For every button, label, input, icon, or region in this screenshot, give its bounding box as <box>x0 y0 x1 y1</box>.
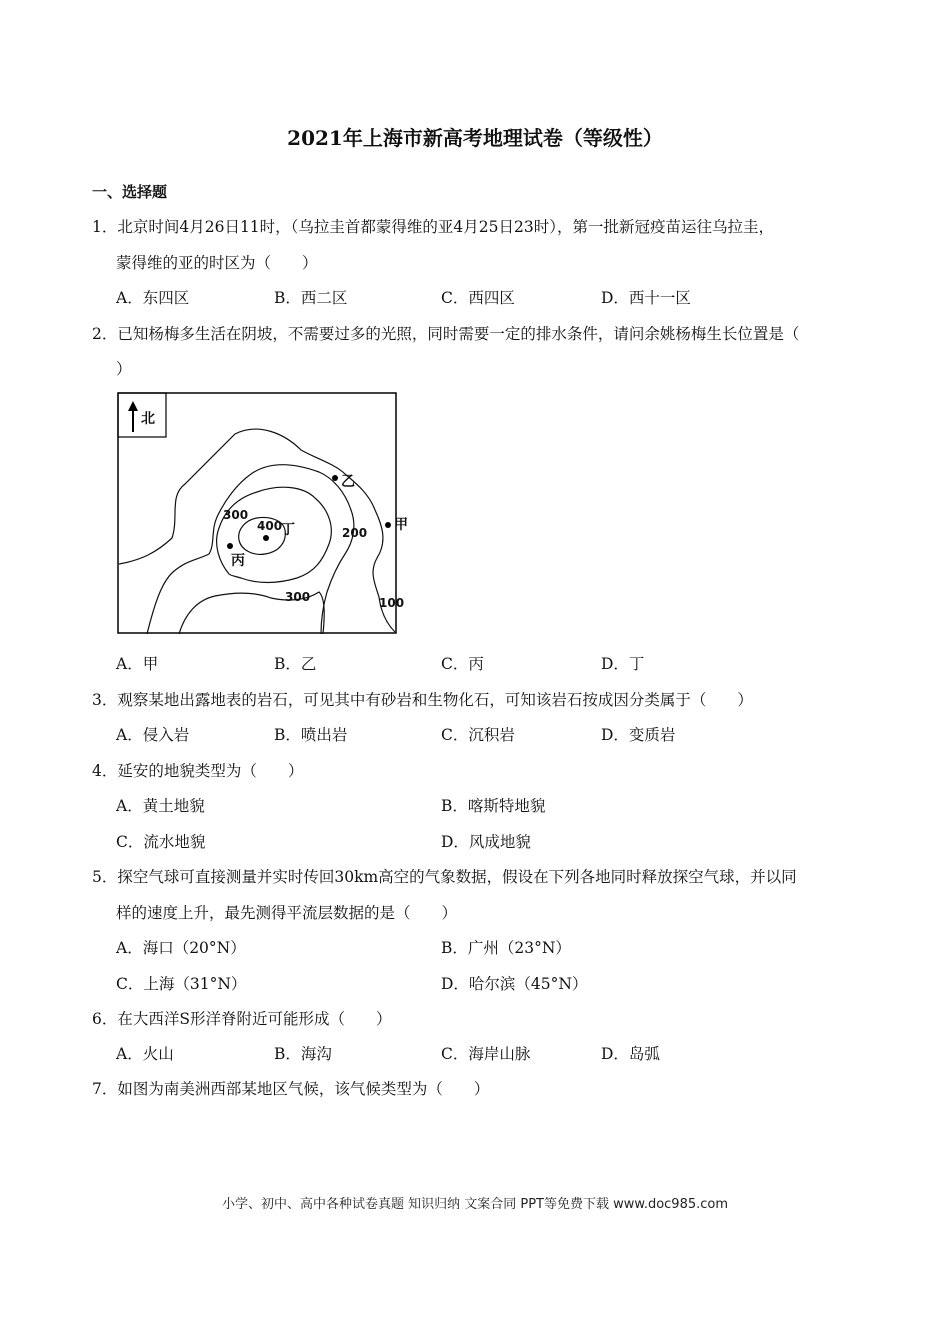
question-5-text-cont: 样的速度上升，最先测得平流层数据的是（ ） <box>116 904 458 922</box>
point-label-ding: 丁 <box>281 522 295 538</box>
north-arrow-icon <box>128 401 138 432</box>
question-6-text: 6．在大西洋S形洋脊附近可能形成（ ） <box>92 1010 392 1028</box>
q6-option-c: C．海岸山脉 <box>441 1045 531 1063</box>
q4-option-d: D．风成地貌 <box>441 833 531 851</box>
q1-option-a: A．东四区 <box>116 289 190 307</box>
question-1-text: 1．北京时间4月26日11时，（乌拉圭首都蒙得维的亚4月25日23时），第一批新冠疫苗运往乌拉圭， <box>92 218 774 236</box>
q3-option-d: D．变质岩 <box>601 726 676 744</box>
contour-map <box>117 392 408 634</box>
section-heading: 一、选择题 <box>92 183 168 201</box>
point-label-yi: 乙 <box>341 474 355 490</box>
question-3-text: 3．观察某地出露地表的岩石，可见其中有砂岩和生物化石，可知该岩石按成因分类属于（ ） <box>92 691 753 709</box>
question-5-text: 5．探空气球可直接测量并实时传回30km高空的气象数据，假设在下列各地同时释放探空气球，并以同 <box>92 868 797 886</box>
q5-option-d: D．哈尔滨（45°N） <box>441 975 588 993</box>
q2-option-d: D．丁 <box>601 655 645 673</box>
q2-option-a: A．甲 <box>116 655 159 673</box>
question-2-text: 2．已知杨梅多生活在阴坡，不需要过多的光照，同时需要一定的排水条件，请问余姚杨梅生长位置是（ <box>92 325 800 343</box>
q4-option-c: C．流水地貌 <box>116 833 206 851</box>
q4-option-b: B．喀斯特地貌 <box>441 797 546 815</box>
point-label-bing: 丙 <box>231 553 245 569</box>
question-4-text: 4．延安的地貌类型为（ ） <box>92 762 304 780</box>
q6-option-b: B．海沟 <box>274 1045 332 1063</box>
contour-label-200: 200 <box>342 526 368 540</box>
q2-option-b: B．乙 <box>274 655 317 673</box>
point-jia <box>385 522 391 528</box>
q4-option-a: A．黄土地貌 <box>116 797 205 815</box>
q5-option-b: B．广州（23°N） <box>441 939 571 957</box>
q3-option-a: A．侵入岩 <box>116 726 190 744</box>
q1-option-d: D．西十一区 <box>601 289 691 307</box>
q2-option-c: C．丙 <box>441 655 484 673</box>
q5-option-c: C．上海（31°N） <box>116 975 247 993</box>
point-label-jia: 甲 <box>394 517 408 533</box>
contour-label-100: 100 <box>379 596 405 610</box>
point-yi <box>332 475 338 481</box>
question-2-text-cont: ） <box>116 360 132 378</box>
question-1-text-cont: 蒙得维的亚的时区为（ ） <box>116 254 318 272</box>
point-ding <box>263 535 269 541</box>
q5-option-a: A．海口（20°N） <box>116 939 246 957</box>
contour-label-400: 400 <box>257 519 283 533</box>
q1-option-b: B．西二区 <box>274 289 348 307</box>
q3-option-b: B．喷出岩 <box>274 726 348 744</box>
q6-option-a: A．火山 <box>116 1045 174 1063</box>
point-bing <box>227 543 233 549</box>
q1-option-c: C．西四区 <box>441 289 515 307</box>
question-7-text: 7．如图为南美洲西部某地区气候，该气候类型为（ ） <box>92 1080 490 1098</box>
footer-text: 小学、初中、高中各种试卷真题 知识归纳 文案合同 PPT等免费下载 www.doc985.com <box>221 1197 729 1212</box>
north-label: 北 <box>141 411 155 427</box>
contour-label-300-lower: 300 <box>285 590 311 604</box>
q6-option-d: D．岛弧 <box>601 1045 660 1063</box>
page-title: 2021年上海市新高考地理试卷（等级性） <box>287 126 663 150</box>
contour-200 <box>147 465 354 634</box>
q3-option-c: C．沉积岩 <box>441 726 515 744</box>
contour-label-300-upper: 300 <box>223 508 249 522</box>
